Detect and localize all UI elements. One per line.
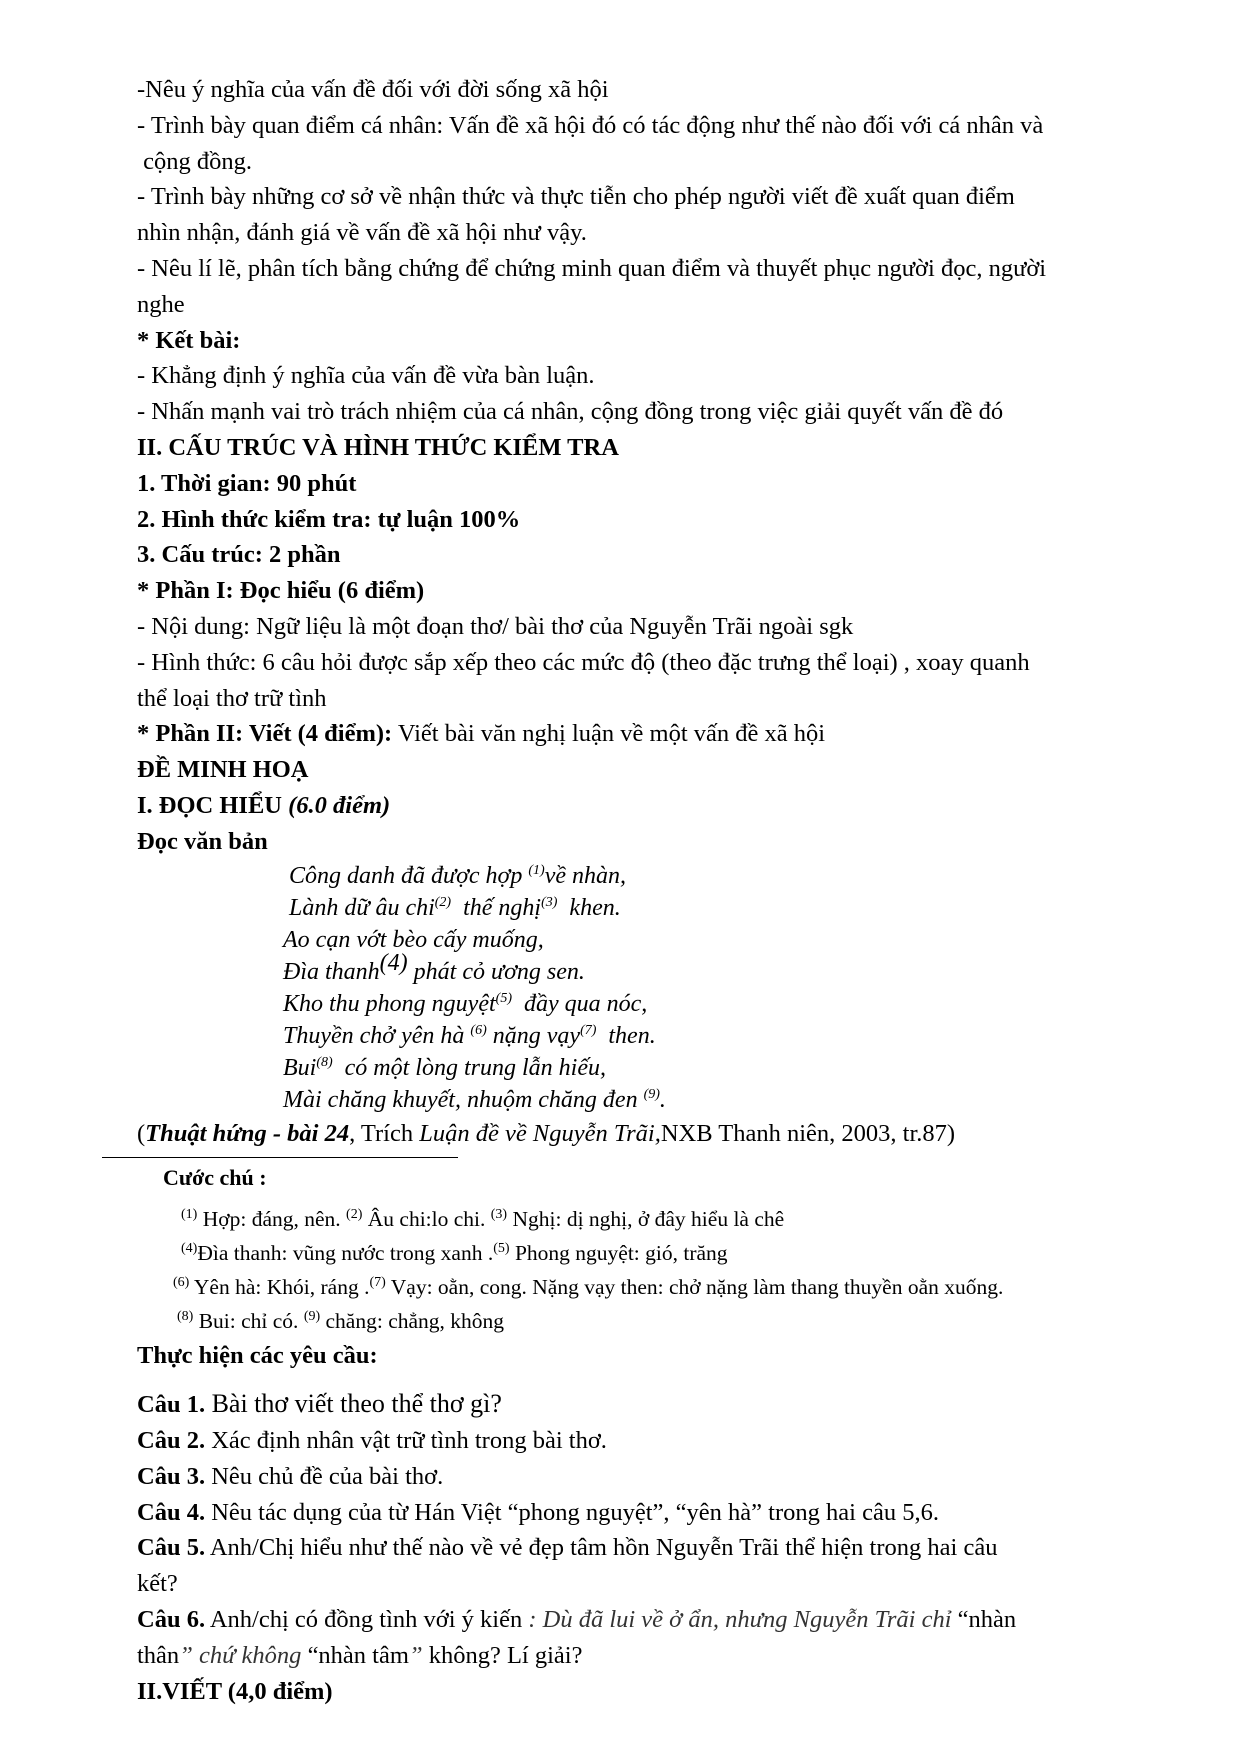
question-3: Câu 3. Nêu chủ đề của bài thơ. <box>137 1462 444 1490</box>
question-6: Câu 6. Anh/chị có đồng tình với ý kiến : Dù đã lui về ở ẩn, nhưng Nguyễn Trãi chỉ “nhàn <box>137 1605 1017 1633</box>
footnote-line: $^{(8)}$ Bui: chỉ có. $^{(9)}$ chăng: chẳng, không <box>177 1309 505 1334</box>
outline-line: - Trình bày những cơ sở về nhận thức và thực tiễn cho phép người viết đề xuất quan điểm <box>137 183 1015 211</box>
poem <box>283 860 1147 1116</box>
read-text-label: Đọc văn bản <box>137 827 268 855</box>
exam-form: 2. Hình thức kiểm tra: tự luận 100% <box>137 505 521 533</box>
outline-line: nghe <box>137 290 185 318</box>
reading-heading-line <box>137 788 1147 824</box>
poem-source: (Thuật hứng - bài 24, Trích Luận đề về Nguyễn Trãi,NXB Thanh niên, 2003, tr.87) <box>137 1119 956 1147</box>
footnote-line: $^{(6)}$ Yên hà: Khói, ráng .$^{(7)}$ Vạy: oằn, cong. Nặng vạy then: chở nặng làm thang thuyền oằn xuống. <box>173 1275 1004 1300</box>
exam-structure: 3. Cấu trúc: 2 phần <box>137 541 341 569</box>
poem-line: Kho thu phong nguyệt$^{(5)}$ đầy qua nóc, <box>283 990 648 1017</box>
conclusion-line: - Nhấn mạnh vai trò trách nhiệm của cá nhân, cộng đồng trong việc giải quyết vấn đề đó <box>137 398 1004 426</box>
question-5-cont: kết? <box>137 1570 178 1598</box>
exam-time: 1. Thời gian: 90 phút <box>137 469 357 497</box>
footnotes <box>137 1202 1147 1338</box>
reading-points: (6.0 điểm) <box>288 791 391 819</box>
footnote-line: $^{(1)}$ Hợp: đáng, nên. $^{(2)}$ Âu chi:lo chi. $^{(3)}$ Nghị: dị nghị, ở đây hiểu là chê <box>181 1207 785 1232</box>
poem-line: Mài chăng khuyết, nhuộm chăng đen $^{(9)}$. <box>283 1086 666 1113</box>
poem-line: Công danh đã được hợp $^{(1)}$về nhàn, <box>283 862 627 889</box>
poem-line: Ao cạn vớt bèo cấy muống, <box>283 926 544 953</box>
question-2: Câu 2. Xác định nhân vật trữ tình trong bài thơ. <box>137 1426 607 1454</box>
outline-line: -Nêu ý nghĩa của vấn đề đối với đời sống xã hội <box>137 76 609 103</box>
part2-heading: * Phần II: Viết (4 điểm): <box>137 720 393 748</box>
part1-form-cont: thể loại thơ trữ tình <box>137 684 327 712</box>
outline-line: nhìn nhận, đánh giá về vấn đề xã hội như vậy. <box>137 219 587 247</box>
question-6-cont: thân” chứ không “nhàn tâm” không? Lí giải? <box>137 1641 583 1669</box>
question-1: Câu 1. Bài thơ viết theo thể thơ gì? <box>137 1389 502 1419</box>
part2-text: Viết bài văn nghị luận về một vấn đề xã hội <box>392 720 826 748</box>
tasks-heading: Thực hiện các yêu cầu: <box>137 1342 378 1370</box>
question-5: Câu 5. Anh/Chị hiểu như thế nào về vẻ đẹp tâm hồn Nguyễn Trãi thể hiện trong hai câu <box>137 1534 998 1562</box>
conclusion-line: - Khẳng định ý nghĩa của vấn đề vừa bàn luận. <box>137 362 595 390</box>
reading-heading: I. ĐỌC HIỂU <box>137 791 289 819</box>
part1-heading: * Phần I: Đọc hiểu (6 điểm) <box>137 577 425 605</box>
footnote-line: $^{(4)}$Đìa thanh: vũng nước trong xanh .$^{(5)}$ Phong nguyệt: gió, trăng <box>181 1241 728 1266</box>
outline-line: - Nêu lí lẽ, phân tích bằng chứng để chứng minh quan điểm và thuyết phục người đọc, người <box>137 254 1047 282</box>
writing-heading: II.VIẾT (4,0 điểm) <box>137 1677 333 1705</box>
footnote-divider <box>102 1157 458 1158</box>
poem-line: Thuyền chở yên hà $^{(6)}$ nặng vạy$^{(7)}$ then. <box>283 1022 656 1049</box>
outline-line: - Trình bày quan điểm cá nhân: Vấn đề xã hội đó có tác động như thế nào đối với cá nhân và <box>137 111 1044 139</box>
question-4: Câu 4. Nêu tác dụng của từ Hán Việt “phong nguyệt”, “yên hà” trong hai câu 5,6. <box>137 1498 939 1526</box>
section-heading: II. CẤU TRÚC VÀ HÌNH THỨC KIỂM TRA <box>137 433 619 461</box>
part1-form: - Hình thức: 6 câu hỏi được sắp xếp theo các mức độ (theo đặc trưng thể loại) , xoay quanh <box>137 648 1030 676</box>
part2-line <box>137 716 1147 752</box>
document-body <box>137 72 1147 1709</box>
sample-heading: ĐỀ MINH HOẠ <box>137 756 309 784</box>
conclusion-heading: * Kết bài: <box>137 326 241 354</box>
poem-line: Lành dữ âu chi$^{(2)}$ thế nghị$^{(3)}$ khen. <box>283 894 621 921</box>
poem-line: Bui$^{(8)}$ có một lòng trung lẫn hiếu, <box>283 1054 606 1081</box>
poem-line: Đìa thanh$^{(4)}$ phát cỏ ương sen. <box>283 949 585 985</box>
footnotes-title: Cước chú : <box>163 1165 267 1191</box>
part1-content: - Nội dung: Ngữ liệu là một đoạn thơ/ bài thơ của Nguyễn Trãi ngoài sgk <box>137 612 854 640</box>
outline-line: cộng đồng. <box>137 147 252 175</box>
